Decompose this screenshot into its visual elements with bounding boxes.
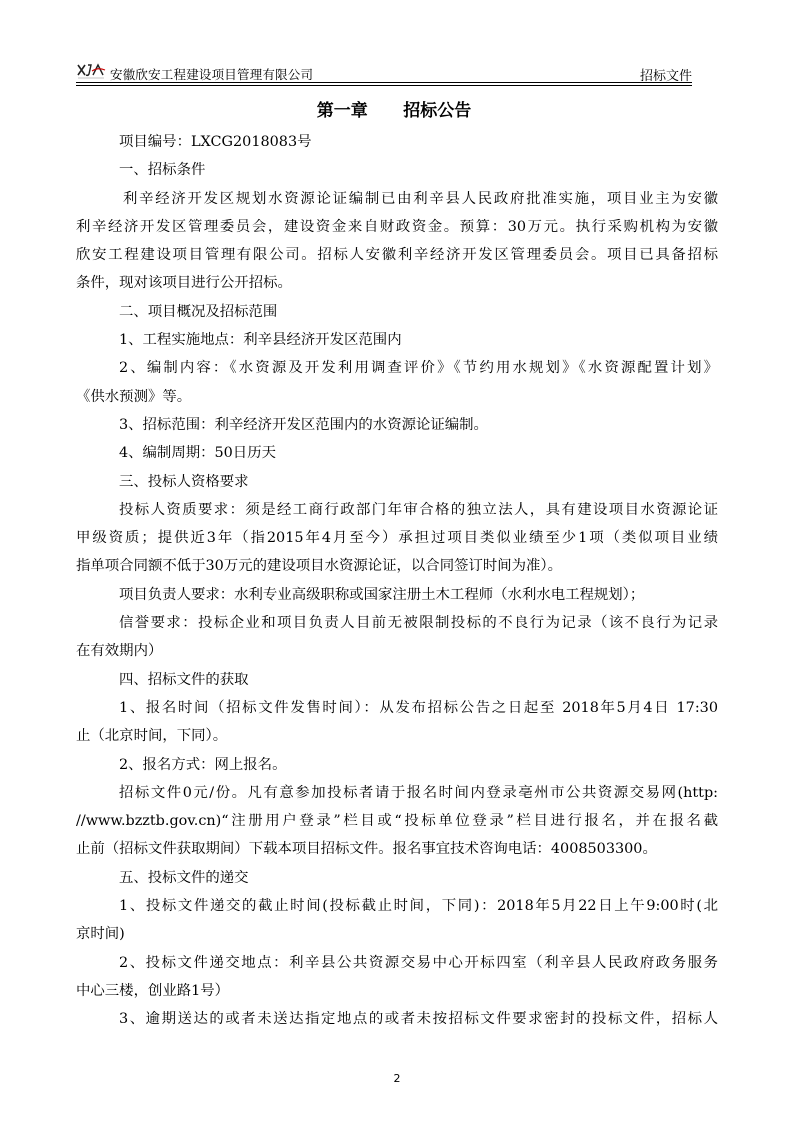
text-line: 项目编号：LXCG2018083号 [119, 134, 312, 150]
header-rule [76, 82, 692, 83]
body-lines [76, 128, 718, 1034]
text-line: 三、投标人资格要求 [119, 473, 249, 490]
text-line: 京时间) [76, 926, 125, 943]
text-line: 招标文件0元/份。凡有意参加投标者请于报名时间内登录亳州市公共资源交易网(http: [119, 784, 718, 801]
text-line: 1、投标文件递交的截止时间(投标截止时间，下同)：2018年5月22日上午9:00时(北 [119, 898, 718, 915]
document-type: 招标文件 [639, 69, 692, 84]
company-logo-icon [76, 62, 106, 80]
text-line: 一、招标条件 [119, 162, 206, 179]
text-line: 项目负责人要求：水利专业高级职称或国家注册土木工程师（水利水电工程规划）； [119, 586, 645, 603]
text-line: 2、投标文件递交地点：利辛县公共资源交易中心开标四室（利辛县人民政府政务服务 [119, 954, 718, 971]
page-number: 2 [393, 1072, 401, 1085]
text-line: 《供水预测》等。 [76, 388, 192, 405]
text-line: 3、招标范围：利辛经济开发区范围内的水资源论证编制。 [119, 416, 488, 433]
text-line: 止（北京时间，下同）。 [76, 728, 228, 745]
text-line: 二、项目概况及招标范围 [119, 303, 278, 320]
text-line: 信誉要求：投标企业和项目负责人目前无被限制投标的不良行为记录（该不良行为记录 [119, 615, 718, 632]
company-name: 安徽欣安工程建设项目管理有限公司 [110, 67, 314, 82]
text-line: 在有效期内） [76, 643, 163, 660]
text-line: 4、编制周期：50日历天 [119, 445, 276, 462]
text-line: 2、编制内容：《水资源及开发利用调查评价》《节约用水规划》《水资源配置计划》 [119, 360, 718, 377]
text-line: 欣安工程建设项目管理有限公司。招标人安徽利辛经济开发区管理委员会。项目已具备招标 [76, 247, 718, 264]
text-line: 止前（招标文件获取期间）下载本项目招标文件。报名事宜技术咨询电话：4008503300。 [76, 841, 657, 858]
text-line: 1、工程实施地点：利辛县经济开发区范围内 [119, 332, 402, 349]
page-header [76, 62, 692, 84]
header-rule-thin [76, 85, 692, 86]
text-line: 五、投标文件的递交 [119, 869, 249, 886]
text-line: 3、逾期送达的或者未送达指定地点的或者未按招标文件要求密封的投标文件，招标人 [119, 1011, 718, 1028]
text-line: 1、报名时间（招标文件发售时间）：从发布招标公告之日起至 2018年5月4日 17:30 [119, 699, 718, 716]
text-line: 条件，现对该项目进行公开招标。 [76, 275, 292, 292]
text-line: 四、招标文件的获取 [119, 671, 249, 688]
text-line: 2、报名方式：网上报名。 [119, 756, 287, 773]
text-line: 指单项合同额不低于30万元的建设项目水资源论证，以合同签订时间为准）。 [76, 558, 563, 575]
text-line: 投标人资质要求：须是经工商行政部门年审合格的独立法人，具有建设项目水资源论证 [119, 501, 718, 518]
document-body [76, 96, 718, 1034]
text-line: 利辛经济开发区管理委员会，建设资金来自财政资金。预算：30万元。执行采购机构为安徽 [76, 218, 718, 235]
text-line: 甲级资质；提供近3年（指2015年4月至今）承担过项目类似业绩至少1项（类似项目业绩 [76, 530, 718, 547]
text-line: 中心三楼，创业路1号） [76, 982, 230, 999]
chapter-title: 第一章 招标公告 [316, 101, 472, 121]
text-line: //www.bzztb.gov.cn)“注册用户登录”栏目或“投标单位登录”栏目进行报名，并在报名截 [76, 813, 718, 830]
text-line: 利辛经济开发区规划水资源论证编制已由利辛县人民政府批准实施，项目业主为安徽 [123, 190, 718, 207]
